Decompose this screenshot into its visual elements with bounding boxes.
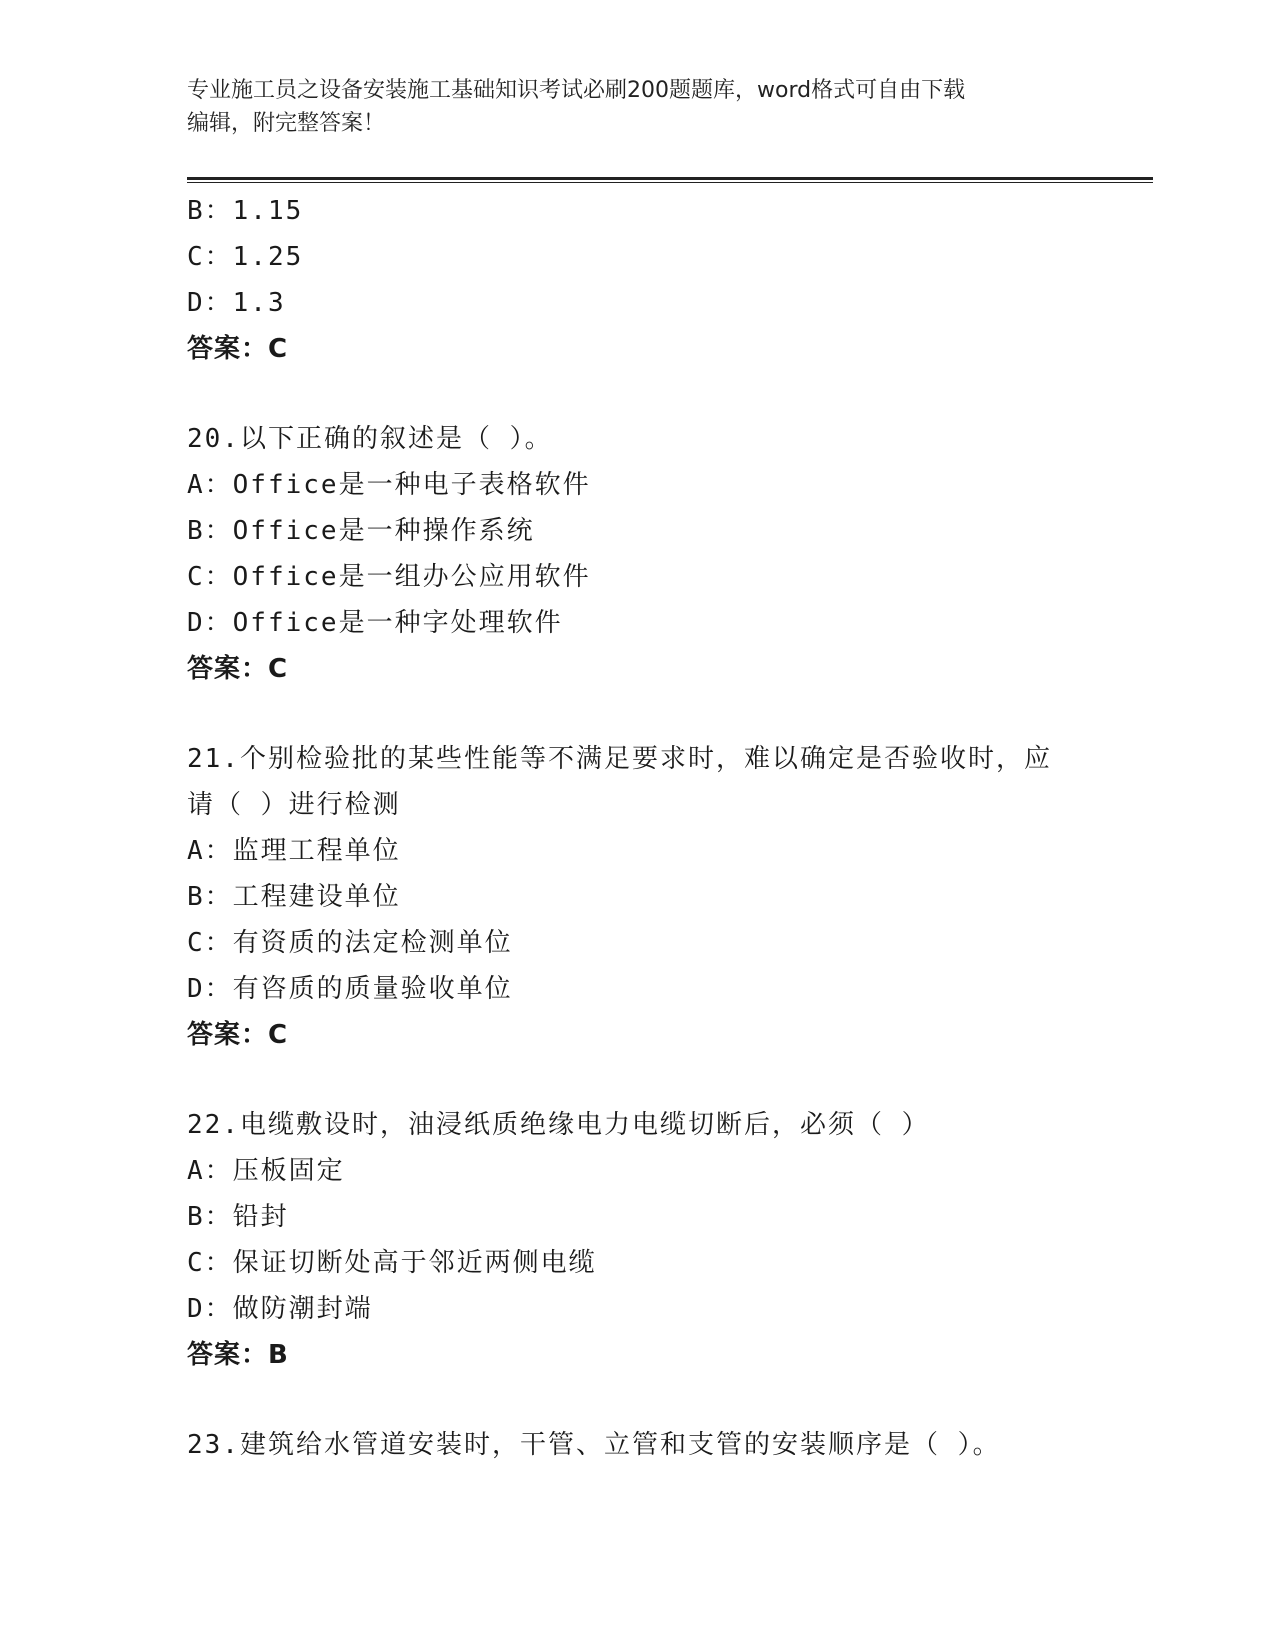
question-22 bbox=[187, 1102, 1087, 1378]
option-d: D：做防潮封端 bbox=[187, 1294, 373, 1324]
question-21 bbox=[187, 736, 1087, 1058]
option-b: B：1.15 bbox=[187, 196, 304, 226]
answer: 答案：B bbox=[187, 1340, 289, 1370]
question-23 bbox=[187, 1422, 1087, 1468]
question-stem: 23.建筑给水管道安装时，干管、立管和支管的安装顺序是（ ）。 bbox=[187, 1430, 1001, 1460]
document-header bbox=[187, 74, 1087, 140]
option-d: D：1.3 bbox=[187, 288, 286, 318]
question-stem-line2: 请（ ）进行检测 bbox=[187, 790, 401, 820]
header-divider-thin bbox=[187, 182, 1153, 183]
question-list bbox=[187, 188, 1087, 1468]
question-stem-line1: 21.个别检验批的某些性能等不满足要求时，难以确定是否验收时，应 bbox=[187, 744, 1052, 774]
option-b: B：铅封 bbox=[187, 1202, 289, 1232]
option-b: B：工程建设单位 bbox=[187, 882, 401, 912]
answer: 答案：C bbox=[187, 1020, 289, 1050]
option-a: A：压板固定 bbox=[187, 1156, 345, 1186]
header-divider-thick bbox=[187, 177, 1153, 180]
header-title-line1: 专业施工员之设备安装施工基础知识考试必刷200题题库，word格式可自由下载 bbox=[187, 78, 966, 103]
option-c: C：有资质的法定检测单位 bbox=[187, 928, 513, 958]
answer: 答案：C bbox=[187, 654, 289, 684]
option-c: C：保证切断处高于邻近两侧电缆 bbox=[187, 1248, 597, 1278]
question-20 bbox=[187, 416, 1087, 692]
option-d: D：有咨质的质量验收单位 bbox=[187, 974, 513, 1004]
option-c: C：Office是一组办公应用软件 bbox=[187, 562, 591, 592]
option-a: A：监理工程单位 bbox=[187, 836, 401, 866]
option-b: B：Office是一种操作系统 bbox=[187, 516, 535, 546]
answer: 答案：C bbox=[187, 334, 289, 364]
question-stem: 20.以下正确的叙述是（ ）。 bbox=[187, 424, 553, 454]
option-d: D：Office是一种字处理软件 bbox=[187, 608, 563, 638]
question-19-partial bbox=[187, 188, 1087, 372]
option-a: A：Office是一种电子表格软件 bbox=[187, 470, 591, 500]
header-title-line2: 编辑，附完整答案！ bbox=[187, 111, 386, 136]
option-c: C：1.25 bbox=[187, 242, 304, 272]
question-stem: 22.电缆敷设时，油浸纸质绝缘电力电缆切断后，必须（ ） bbox=[187, 1110, 930, 1140]
